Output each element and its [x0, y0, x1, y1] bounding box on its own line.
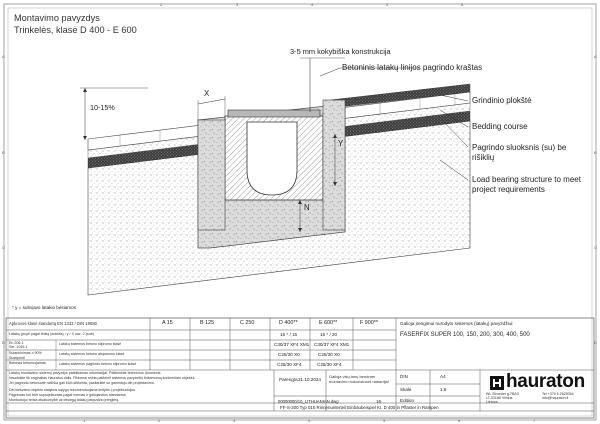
margin-letter-b-right: B [594, 150, 597, 155]
scale-value: 1:8 [440, 387, 447, 392]
class-f900: F 900** [360, 320, 378, 326]
product-header: Galioja įrengimui nurodyto sistemos (latakų) pavyzdžiui: [400, 321, 514, 326]
dim-top-label: 3-5 mm kokybiška konstrukcija [290, 47, 391, 56]
dim-y-label: Y [338, 139, 344, 148]
scale-label: Skalė [400, 387, 412, 392]
note-2: Naudokite tik originalias Hauraton dalis. Pildomai reikia patikrinti sistemos pavyzdžio tinkamumą konkrečiam objektui. [9, 376, 196, 380]
company-phone: Tel +370 5 2625054 [542, 392, 574, 396]
hauraton-logo-icon [490, 376, 504, 390]
note-6: Montuotojui tenka atsakomybė už teisingą latakų pavyzdžio įrengimą. [9, 398, 120, 402]
note-3: Jei pagrindo betonuotė netinka gali būti užtikrinta, pasitarkite su gamintoju dėl projektavimo. [9, 381, 155, 385]
drawing-subtitle: Trinkelės, klasė D 400 - E 600 [14, 25, 137, 35]
e600-resistance-value: C25/30 X0 [318, 352, 340, 357]
dim-n-label: N [304, 203, 310, 212]
e600-base-value: C25/30 XF4 [317, 362, 342, 367]
drawing-title: Montavimo pavyzdys [14, 13, 100, 23]
callout-base-layer: Pagrindo sluoksnis (su) be rišiklių [472, 143, 567, 162]
callout-load-bearing: Load bearing structure to meet project requirements [472, 175, 581, 194]
sheet-number: 16 [376, 399, 382, 404]
edition-label: Edition [400, 398, 415, 403]
margin-number-bottom-2: 2 [158, 418, 161, 423]
margin-number-bottom-6: 6 [458, 418, 461, 423]
margin-number-bottom-4: 4 [308, 418, 311, 423]
margin-number-top-4: 4 [311, 2, 314, 7]
margin-letter-d-left: D [2, 340, 5, 345]
drawing-number: 00000000/10_LITHUANIAN.dwg [278, 399, 339, 404]
side-label-en206: En 206-1 [9, 341, 24, 345]
margin-letter-a-right: A [594, 54, 597, 59]
product-name: FASERFIX SUPER 100, 150, 200, 300, 400, 500 [400, 332, 530, 338]
margin-letter-a-left: A [2, 54, 5, 59]
brand-logo: hauraton [506, 371, 585, 392]
margin-number-bottom-7: 7 [533, 418, 536, 423]
margin-number-top-2: 2 [160, 2, 163, 7]
margin-number-bottom-1: 1 [83, 418, 86, 423]
row-label-resistance: Latakų sistemos betono atsparumo klasė [59, 352, 125, 356]
side-label-concrete: Betonas betonuojamas [9, 361, 46, 365]
d400-group-value: 15 * / 15 [280, 332, 298, 337]
d400-resistance-value: C25/30 X0 [278, 352, 300, 357]
margin-number-top-5: 5 [386, 2, 389, 7]
margin-number-top-3: 3 [236, 2, 239, 7]
margin-letter-d-right: D [594, 340, 597, 345]
margin-number-top-6: 6 [461, 2, 464, 7]
diagram-footnote: * y = suliniavo latakio bėsiamos [12, 305, 76, 310]
din-value: A4 [440, 374, 446, 379]
company-email: info@hauraton.lt [542, 396, 569, 400]
class-b125: B 125 [200, 320, 215, 326]
note-1: Latakų montavimo sistemų pavyzdys pateikiamas informacijai. Patikrinkite techninius duomenis. [9, 371, 162, 375]
side-label-ser: Ser. 1045-1 [9, 345, 28, 349]
callout-bedding-course: Bedding course [472, 122, 528, 131]
drawing-description: Galioja visų lanų bendram montavimo sukonstruoti dabartijai [329, 374, 389, 385]
callout-concrete-edge: Betoninis latakų linijos pagrindo kraštas [342, 63, 483, 72]
note-5: Pagrindas turi būti suprojektuotas pagal normas ir galiojančius standartus. [9, 393, 127, 397]
side-label-compaction: Sutankinimas ≥ 90% [9, 351, 42, 355]
side-label-reinforced: Sustiprinti [9, 356, 25, 360]
d400-base-value: C25/30 XF4 [277, 362, 302, 367]
footer-drawing-title: FF-S-200 Typ 010 Rinnenunterteil Einbaubeispiel KI. D 400 in Pflaster in Rampen [280, 405, 439, 410]
callout-paving-slab: Grindinio plokštė [472, 96, 532, 105]
class-a15: A 15 [162, 320, 173, 326]
e600-strength-value: C30/37 XF4 XM1 [314, 342, 350, 347]
date-label: Parengta [279, 377, 298, 382]
company-address-1: WL Stroeder g.7BA3 [486, 392, 519, 396]
company-address-2: LT-03185 Vilnius [486, 396, 513, 400]
e600-group-value: 15 * / 20 [320, 332, 338, 337]
row-label-channel-group: Latakų grupė pagal tinklą (aukštis) / y / X oaz. 2 (sub) [9, 332, 94, 336]
dim-slope-label: 10-15% [90, 103, 115, 112]
row-label-base-strength: Latakų sistemos pagrindo betono stiprumo klasė [59, 362, 137, 366]
d400-strength-value: C30/37 XF4 XM1 [274, 342, 310, 347]
row-label-load-class: Apkrovos klasė standartą EN 1433 / DIN 19580 [9, 321, 97, 326]
class-c250: C 250 [240, 320, 255, 326]
row-label-strength: Latakų sistemos betono stiprumo klasė [59, 342, 122, 346]
margin-number-bottom-3: 3 [233, 418, 236, 423]
margin-number-bottom-5: 5 [383, 418, 386, 423]
class-e600: E 600** [319, 320, 338, 326]
margin-letter-c-right: C [594, 245, 597, 250]
margin-letter-c-left: C [2, 245, 5, 250]
din-label: DIN [400, 374, 408, 379]
margin-letter-b-left: B [2, 150, 5, 155]
company-address-3: Lietuva [486, 400, 498, 404]
date-value: 31.10.2024 [298, 377, 321, 382]
note-4: Dėl kiekvieno objekto statybos sąlygų rekomenduojama kreiptis į projektuotojus. [9, 388, 137, 392]
dim-x-label: X [204, 89, 210, 98]
class-d400: D 400** [279, 320, 298, 326]
